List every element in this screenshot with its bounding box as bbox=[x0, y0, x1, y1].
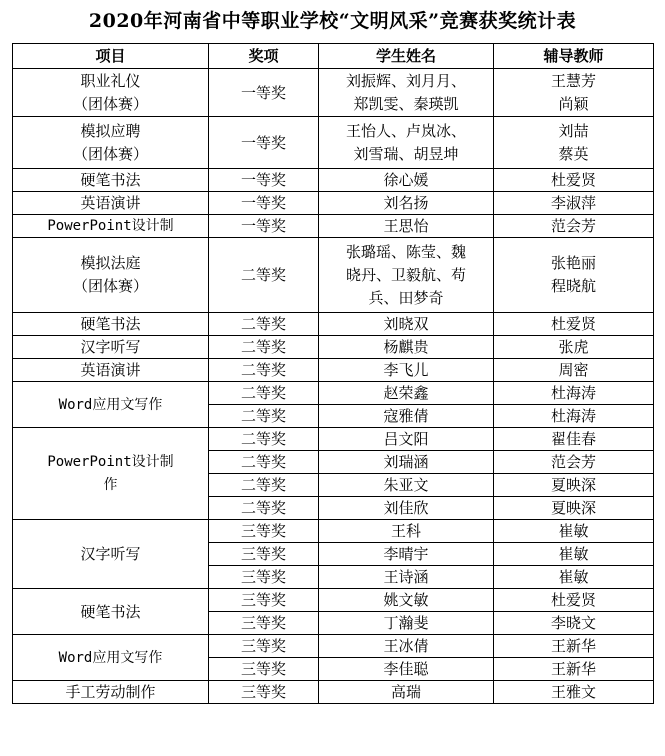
teacher-cell: 崔敏 bbox=[494, 566, 654, 589]
award-cell: 二等奖 bbox=[209, 428, 319, 451]
project-sub: （团体赛） bbox=[72, 277, 148, 295]
student-cell bbox=[319, 117, 494, 169]
student-cell bbox=[319, 69, 494, 117]
award-cell: 二等奖 bbox=[209, 359, 319, 382]
award-cell: 三等奖 bbox=[209, 635, 319, 658]
award-cell: 三等奖 bbox=[209, 543, 319, 566]
project-sub: （团体赛） bbox=[72, 144, 148, 163]
award-cell: 二等奖 bbox=[209, 497, 319, 520]
student-cell: 徐心媛 bbox=[319, 169, 494, 192]
project-name: 职业礼仪 bbox=[80, 71, 141, 90]
award-cell: 一等奖 bbox=[209, 169, 319, 192]
student-cell: 高瑞 bbox=[319, 681, 494, 704]
project-cell: 英语演讲 bbox=[13, 359, 209, 382]
table-row bbox=[13, 69, 654, 117]
student-line: 郑凯雯、秦瑛凯 bbox=[353, 94, 459, 113]
teacher-cell: 张虎 bbox=[494, 336, 654, 359]
award-cell: 三等奖 bbox=[209, 589, 319, 612]
student-line: 兵、田梦奇 bbox=[368, 288, 444, 307]
award-cell: 二等奖 bbox=[209, 451, 319, 474]
header-project: 项目 bbox=[13, 44, 209, 69]
student-cell: 丁瀚斐 bbox=[319, 612, 494, 635]
table-header-row bbox=[13, 44, 654, 69]
award-cell: 三等奖 bbox=[209, 658, 319, 681]
project-cell: Word应用文写作 bbox=[13, 635, 209, 681]
award-cell: 二等奖 bbox=[209, 474, 319, 497]
student-cell: 李飞儿 bbox=[319, 359, 494, 382]
teacher-cell: 李晓文 bbox=[494, 612, 654, 635]
award-cell: 一等奖 bbox=[209, 69, 319, 117]
project-cell: Word应用文写作 bbox=[13, 382, 209, 428]
award-cell: 三等奖 bbox=[209, 681, 319, 704]
student-line: 刘振辉、刘月月、 bbox=[345, 71, 466, 90]
award-cell: 三等奖 bbox=[209, 520, 319, 543]
teacher-cell: 崔敏 bbox=[494, 543, 654, 566]
table-row bbox=[13, 313, 654, 336]
table-row bbox=[13, 215, 654, 238]
student-line: 刘雪瑞、胡昱坤 bbox=[353, 144, 459, 163]
teacher-line: 蔡英 bbox=[558, 144, 589, 163]
award-cell: 三等奖 bbox=[209, 612, 319, 635]
award-cell: 二等奖 bbox=[209, 238, 319, 313]
teacher-cell: 夏映深 bbox=[494, 497, 654, 520]
teacher-cell bbox=[494, 117, 654, 169]
teacher-cell: 杜爱贤 bbox=[494, 589, 654, 612]
project-name: 模拟应聘 bbox=[80, 121, 141, 140]
teacher-cell: 杜海涛 bbox=[494, 382, 654, 405]
teacher-line: 尚颖 bbox=[558, 94, 589, 113]
student-cell: 赵荣鑫 bbox=[319, 382, 494, 405]
table-row bbox=[13, 428, 654, 451]
student-cell: 王诗涵 bbox=[319, 566, 494, 589]
teacher-cell bbox=[494, 238, 654, 313]
teacher-cell: 翟佳春 bbox=[494, 428, 654, 451]
teacher-cell: 夏映深 bbox=[494, 474, 654, 497]
table-row bbox=[13, 681, 654, 704]
project-name-cont: 作 bbox=[103, 476, 118, 493]
student-cell bbox=[319, 238, 494, 313]
header-award: 奖项 bbox=[209, 44, 319, 69]
project-cell bbox=[13, 69, 209, 117]
project-cell: PowerPoint设计制 bbox=[13, 215, 209, 238]
award-statistics-table bbox=[12, 43, 654, 704]
table-row bbox=[13, 169, 654, 192]
student-cell: 李晴宇 bbox=[319, 543, 494, 566]
student-cell: 李佳聪 bbox=[319, 658, 494, 681]
student-cell: 寇雅倩 bbox=[319, 405, 494, 428]
project-name: PowerPoint设计制 bbox=[47, 453, 174, 470]
teacher-cell: 王新华 bbox=[494, 635, 654, 658]
award-cell: 一等奖 bbox=[209, 117, 319, 169]
award-cell: 二等奖 bbox=[209, 336, 319, 359]
project-cell bbox=[13, 238, 209, 313]
student-cell: 杨麒贵 bbox=[319, 336, 494, 359]
project-cell: 汉字听写 bbox=[13, 336, 209, 359]
teacher-cell: 王雅文 bbox=[494, 681, 654, 704]
table-row bbox=[13, 336, 654, 359]
award-cell: 一等奖 bbox=[209, 215, 319, 238]
project-cell: 硬笔书法 bbox=[13, 169, 209, 192]
student-cell: 刘名扬 bbox=[319, 192, 494, 215]
teacher-cell: 李淑萍 bbox=[494, 192, 654, 215]
student-line: 张璐瑶、陈莹、魏 bbox=[345, 242, 466, 261]
teacher-cell: 崔敏 bbox=[494, 520, 654, 543]
project-cell: 硬笔书法 bbox=[13, 313, 209, 336]
table-row bbox=[13, 635, 654, 658]
header-teacher: 辅导教师 bbox=[494, 44, 654, 69]
project-cell: 汉字听写 bbox=[13, 520, 209, 589]
project-cell bbox=[13, 117, 209, 169]
award-cell: 二等奖 bbox=[209, 313, 319, 336]
project-cell bbox=[13, 428, 209, 520]
teacher-cell bbox=[494, 69, 654, 117]
header-student: 学生姓名 bbox=[319, 44, 494, 69]
table-row bbox=[13, 382, 654, 405]
project-cell: 英语演讲 bbox=[13, 192, 209, 215]
table-row bbox=[13, 520, 654, 543]
table-row bbox=[13, 117, 654, 169]
award-cell: 三等奖 bbox=[209, 566, 319, 589]
table-row bbox=[13, 238, 654, 313]
student-cell: 刘瑞涵 bbox=[319, 451, 494, 474]
student-cell: 刘佳欣 bbox=[319, 497, 494, 520]
table-row bbox=[13, 359, 654, 382]
table-row bbox=[13, 192, 654, 215]
project-sub: （团体赛） bbox=[72, 94, 148, 113]
teacher-cell: 王新华 bbox=[494, 658, 654, 681]
student-line: 王怡人、卢岚冰、 bbox=[345, 121, 466, 140]
table-row bbox=[13, 589, 654, 612]
student-cell: 王思怡 bbox=[319, 215, 494, 238]
student-cell: 刘晓双 bbox=[319, 313, 494, 336]
student-cell: 吕文阳 bbox=[319, 428, 494, 451]
teacher-line: 王慧芳 bbox=[550, 71, 596, 90]
project-name: 模拟法庭 bbox=[80, 254, 141, 272]
student-cell: 朱亚文 bbox=[319, 474, 494, 497]
student-cell: 王冰倩 bbox=[319, 635, 494, 658]
teacher-line: 刘喆 bbox=[558, 121, 589, 140]
teacher-cell: 周密 bbox=[494, 359, 654, 382]
student-cell: 姚文敏 bbox=[319, 589, 494, 612]
teacher-cell: 杜爱贤 bbox=[494, 313, 654, 336]
project-cell: 硬笔书法 bbox=[13, 589, 209, 635]
award-cell: 二等奖 bbox=[209, 405, 319, 428]
teacher-line: 张艳丽 bbox=[550, 254, 596, 272]
student-line: 晓丹、卫毅航、苟 bbox=[345, 265, 466, 284]
student-cell: 王科 bbox=[319, 520, 494, 543]
teacher-cell: 范会芳 bbox=[494, 215, 654, 238]
teacher-line: 程晓航 bbox=[550, 277, 596, 295]
document-title: 2020年河南省中等职业学校“文明风采”竞赛获奖统计表 bbox=[88, 10, 577, 32]
award-cell: 一等奖 bbox=[209, 192, 319, 215]
project-cell: 手工劳动制作 bbox=[13, 681, 209, 704]
award-cell: 二等奖 bbox=[209, 382, 319, 405]
teacher-cell: 杜海涛 bbox=[494, 405, 654, 428]
teacher-cell: 范会芳 bbox=[494, 451, 654, 474]
teacher-cell: 杜爱贤 bbox=[494, 169, 654, 192]
